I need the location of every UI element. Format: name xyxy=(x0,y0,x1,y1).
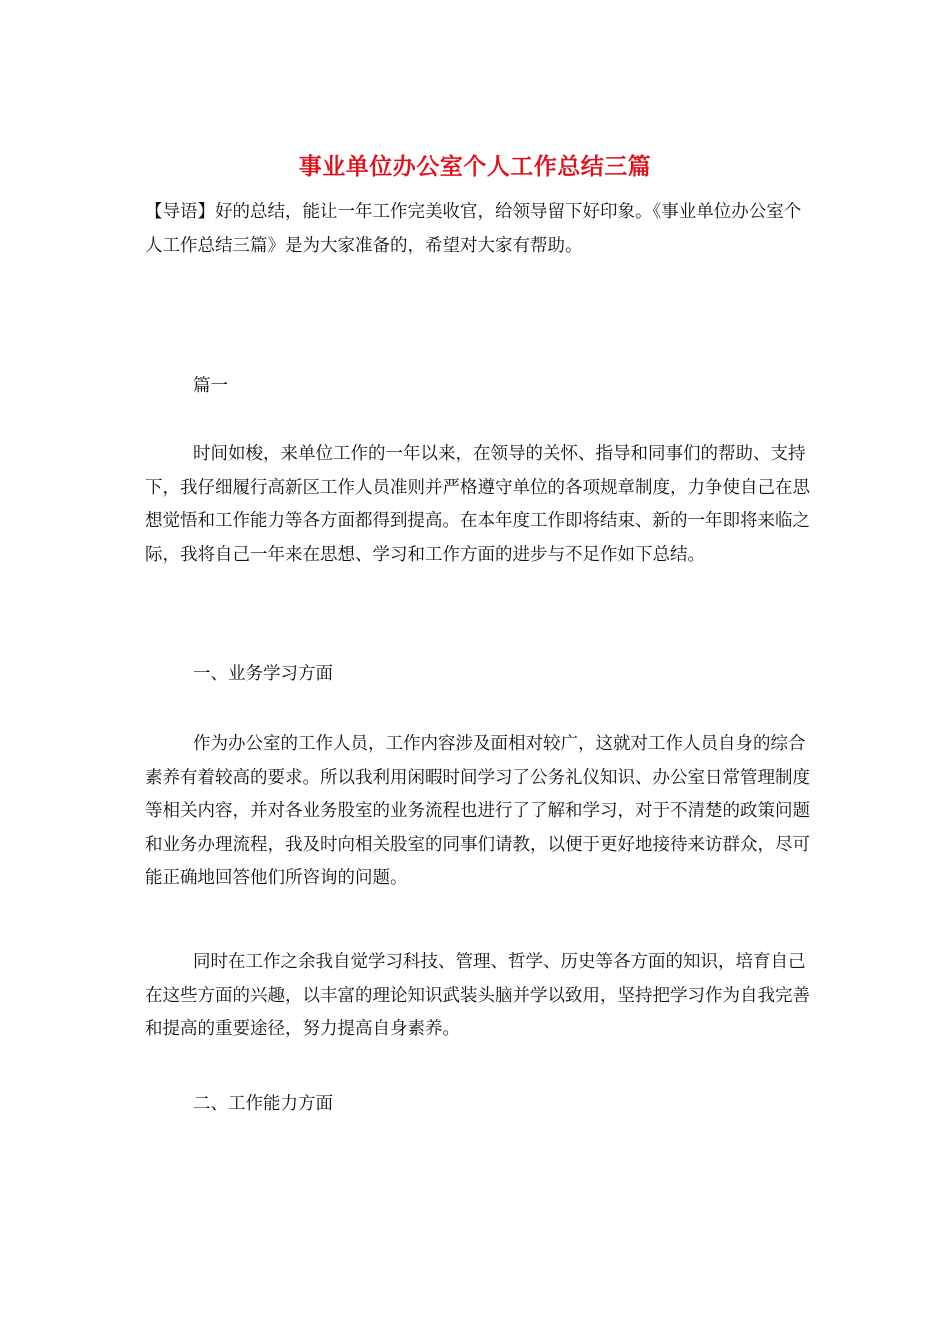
body-paragraph-2: 作为办公室的工作人员，工作内容涉及面相对较广，这就对工作人员自身的综合素养有着较高的要求。所以我利用闲暇时间学习了公务礼仪知识、办公室日常管理制度等相关内容，并对各业务股室的业务流程也进行了了解和学习，对于不清楚的政策问题和业务办理流程，我及时向相关股室的同事们请教，以便于更好地接待来访群众，尽可能正确地回答他们所咨询的问题。 xyxy=(145,734,810,888)
document-title: 事业单位办公室个人工作总结三篇 xyxy=(298,153,652,180)
intro-paragraph: 【导语】好的总结，能让一年工作完美收官，给领导留下好印象。《事业单位办公室个人工作总结三篇》是为大家准备的，希望对大家有帮助。 xyxy=(145,202,802,256)
section-heading-2: 二、工作能力方面 xyxy=(193,1094,333,1114)
section-label: 篇一 xyxy=(193,376,228,396)
body-paragraph-1: 时间如梭，来单位工作的一年以来，在领导的关怀、指导和同事们的帮助、支持下，我仔细履行高新区工作人员准则并严格遵守单位的各项规章制度，力争使自己在思想觉悟和工作能力等各方面都得到提高。在本年度工作即将结束、新的一年即将来临之际，我将自己一年来在思想、学习和工作方面的进步与不足作如下总结。 xyxy=(145,444,810,565)
body-paragraph-3: 同时在工作之余我自觉学习科技、管理、哲学、历史等各方面的知识，培育自己在这些方面的兴趣，以丰富的理论知识武装头脑并学以致用，坚持把学习作为自我完善和提高的重要途径，努力提高自身素养。 xyxy=(145,952,810,1039)
section-heading-1: 一、业务学习方面 xyxy=(193,664,333,684)
